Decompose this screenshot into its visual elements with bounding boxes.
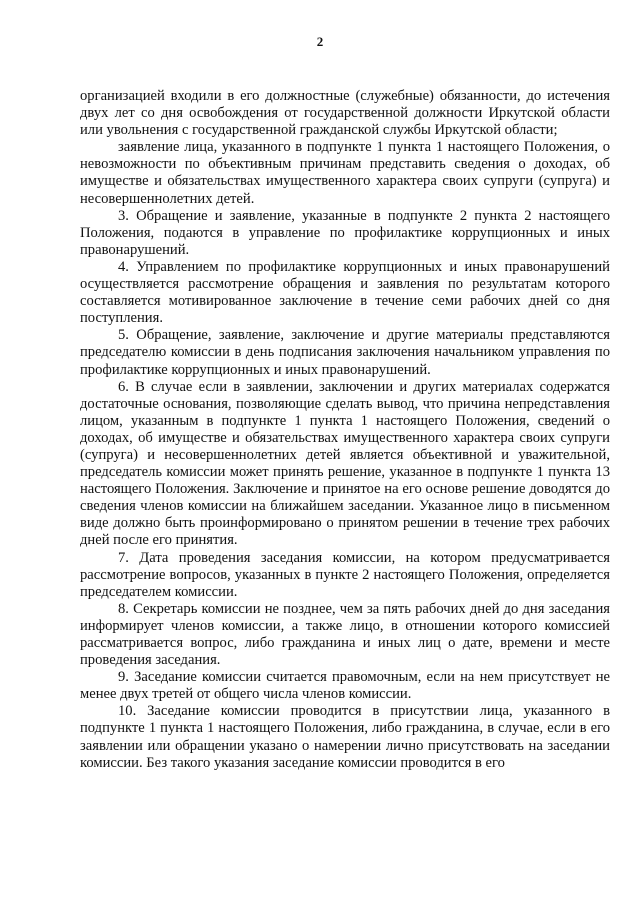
paragraph-item-9: 9. Заседание комиссии считается правомочным, если на нем присутствует не менее двух третей от общего числа членов комиссии. xyxy=(80,669,610,703)
paragraph-item-8: 8. Секретарь комиссии не позднее, чем за пять рабочих дней до дня заседания информирует членов комиссии, а также лицо, в отношении которого комиссией рассматривается вопрос, либо гражданина и иных лиц о дате, времени и месте проведения заседания. xyxy=(80,600,610,669)
paragraph-item-5: 5. Обращение, заявление, заключение и другие материалы представляются председателю комиссии в день подписания заключения начальником управления по профилактике коррупционных и иных правонарушений. xyxy=(80,327,610,378)
paragraph-item-4: 4. Управлением по профилактике коррупционных и иных правонарушений осуществляется рассмотрение обращения и заявления по результатам которого составляется мотивированное заключение в течение семи рабочих дней со дня поступления. xyxy=(80,258,610,327)
paragraph-item-10: 10. Заседание комиссии проводится в присутствии лица, указанного в подпункте 1 пункта 1 настоящего Положения, либо гражданина, в случае, если в его заявлении или обращении указано о намерении лично присутствовать на заседании комиссии. Без такого указания заседание комиссии проводится в его xyxy=(80,703,610,771)
paragraph-item-3: 3. Обращение и заявление, указанные в подпункте 2 пункта 2 настоящего Положения, подаются в управление по профилактике коррупционных и иных правонарушений. xyxy=(80,207,610,258)
document-body xyxy=(80,88,610,772)
paragraph-continuation: организацией входили в его должностные (служебные) обязанности, до истечения двух лет со дня освобождения от государственной должности Иркутской области или увольнения с государственной гражданской службы Иркутской области; xyxy=(80,88,610,139)
page-number: 2 xyxy=(316,34,324,49)
paragraph-item-7: 7. Дата проведения заседания комиссии, на котором предусматривается рассмотрение вопросов, указанных в пункте 2 настоящего Положения, определяется председателем комиссии. xyxy=(80,549,610,600)
paragraph-item-6: 6. В случае если в заявлении, заключении и других материалах содержатся достаточные основания, позволяющие сделать вывод, что причина непредставления лицом, указанным в подпункте 1 пункта 1 настоящего Положения, сведений о доходах, об имуществе и обязательствах имущественного характера своих супруги (супруга) и несовершеннолетних детей является объективной и уважительной, председатель комиссии может принять решение, указанное в подпункте 1 пункта 13 настоящего Положения. Заключение и принятое на его основе решение доводятся до сведения членов комиссии на ближайшем заседании. Указанное лицо в письменном виде должно быть проинформировано о принятом решении в течение трех рабочих дней после его принятия. xyxy=(80,378,610,549)
paragraph-statement: заявление лица, указанного в подпункте 1 пункта 1 настоящего Положения, о невозможности по объективным причинам представить сведения о доходах, об имуществе и обязательствах имущественного характера своих супруги (супруга) и несовершеннолетних детей. xyxy=(80,139,610,207)
